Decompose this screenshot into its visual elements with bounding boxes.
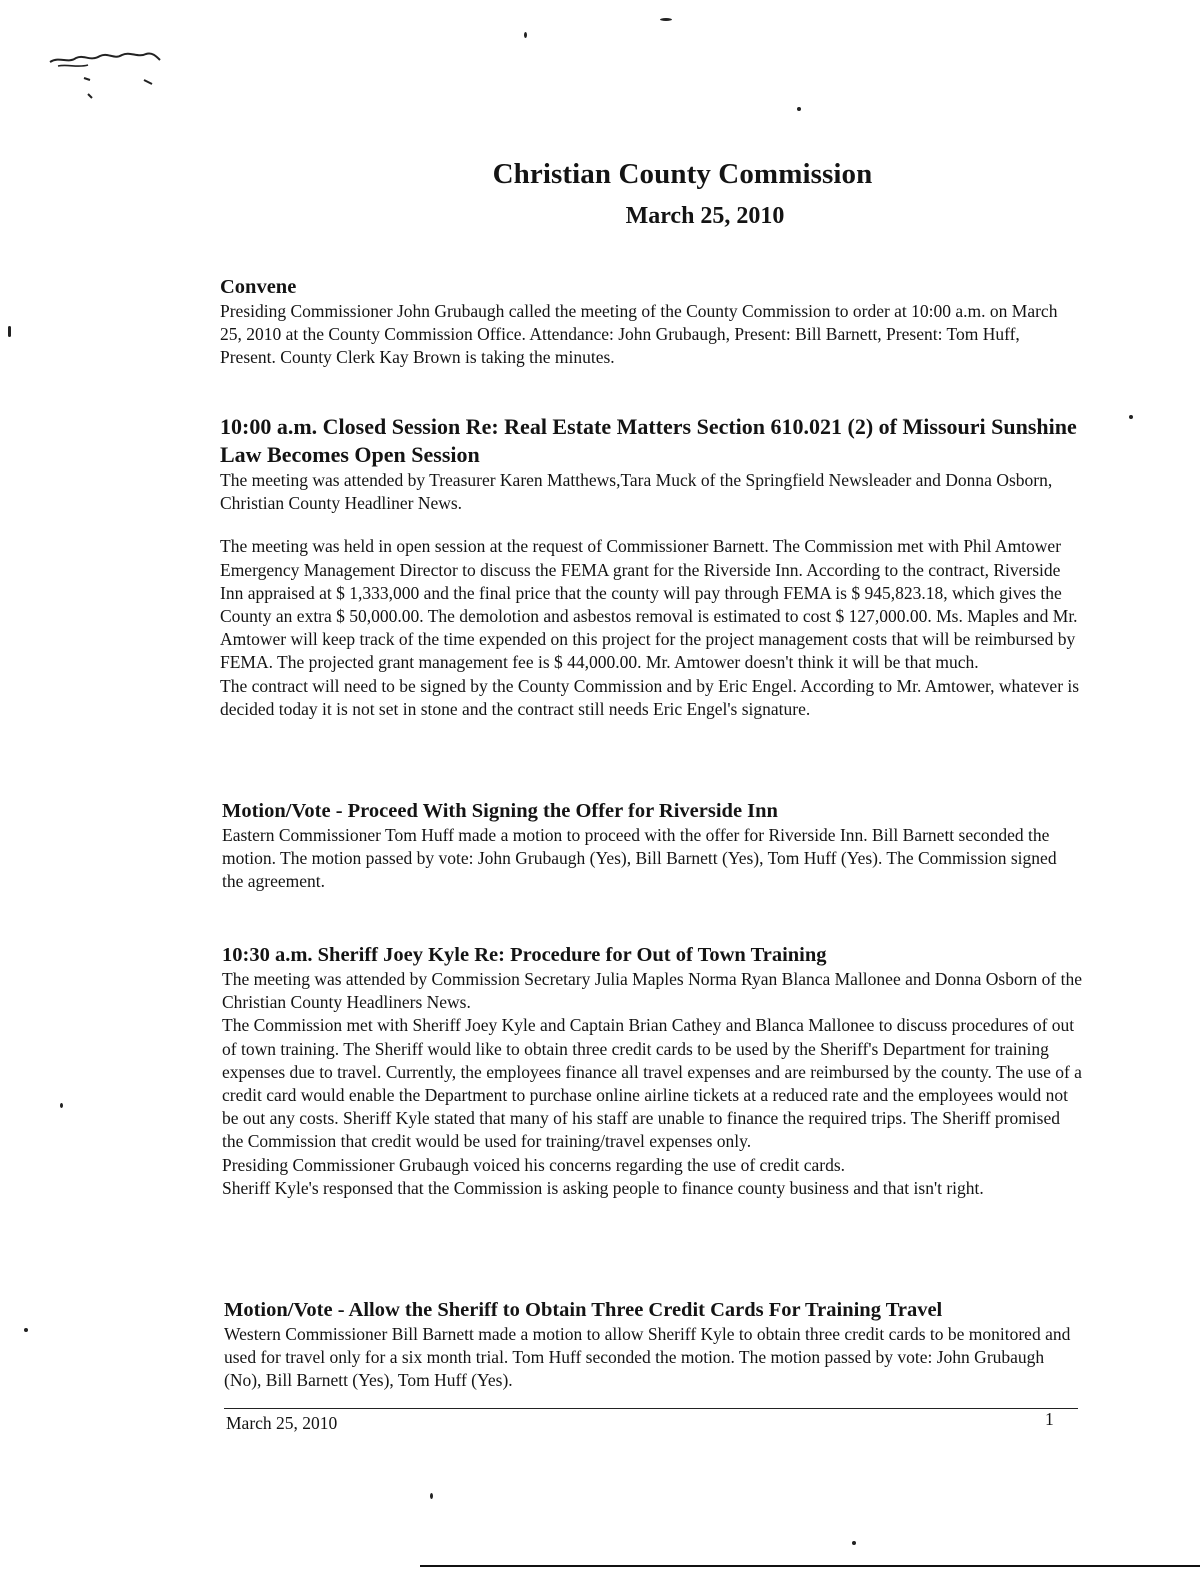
section-paragraph: The meeting was held in open session at the request of Commissioner Barnett. The Commission met with Phil Amtower Emergency Management Director to discuss the FEMA grant for the Riverside Inn. According to the contract, Riverside Inn appraised at $ 1,333,000 and the final price that the county will pay through FEMA is $ 945,823.18, which gives the County an extra $ 50,000.00. The demolotion and asbestos removal is estimated to cost $ 127,000.00. Ms. Maples and Mr. Amtower will keep track of the time expended on this project for the project management costs that will be reimbursed by FEMA. The projected grant management fee is $ 44,000.00. Mr. Amtower doesn't think it will be that much. [220, 536, 1078, 673]
section-heading: 10:00 a.m. Closed Session Re: Real Estate Matters Section 610.021 (2) of Missouri Sunshine Law Becomes Open Session [220, 414, 1077, 467]
section-heading: Motion/Vote - Proceed With Signing the Offer for Riverside Inn [222, 800, 778, 822]
scan-mark-scribble [48, 46, 168, 106]
section-paragraph: Presiding Commissioner John Grubaugh called the meeting of the County Commission to order at 10:00 a.m. on March 25, 2010 at the County Commission Office. Attendance: John Grubaugh, Present: Bill Barnett, Present: Tom Huff, Present. County Clerk Kay Brown is taking the minutes. [220, 301, 1058, 368]
section-paragraph: The meeting was attended by Treasurer Karen Matthews,Tara Muck of the Springfield Newsleader and Donna Osborn, Christian County Headliner News. [220, 470, 1053, 514]
section-motion-credit-cards [224, 1297, 1084, 1393]
section-heading: Motion/Vote - Allow the Sheriff to Obtain Three Credit Cards For Training Travel [224, 1299, 943, 1321]
section-paragraph: The meeting was attended by Commission Secretary Julia Maples Norma Ryan Blanca Mallonee and Donna Osborn of the Christian County Headliners News. [222, 969, 1082, 1013]
scan-speck [660, 18, 672, 21]
section-paragraph: Eastern Commissioner Tom Huff made a motion to proceed with the offer for Riverside Inn. Bill Barnett seconded the motion. The motion passed by vote: John Grubaugh (Yes), Bill Barnett (Yes), Tom Huff (Yes). The Commission signed the agreement. [222, 825, 1057, 892]
scan-speck [24, 1328, 28, 1332]
section-heading: 10:30 a.m. Sheriff Joey Kyle Re: Procedure for Out of Town Training [222, 944, 827, 966]
footer-date: March 25, 2010 [226, 1413, 338, 1433]
footer-rule [224, 1408, 1078, 1409]
document-title: Christian County Commission [492, 158, 873, 190]
section-paragraph: Sheriff Kyle's responsed that the Commission is asking people to finance county business and that isn't right. [222, 1177, 984, 1198]
document-date: March 25, 2010 [625, 203, 785, 229]
scan-speck [797, 107, 801, 111]
page-number: 1 [1045, 1409, 1054, 1429]
scan-speck [1129, 415, 1133, 419]
section-sheriff-training [222, 942, 1082, 1200]
scan-speck [524, 32, 527, 38]
scan-speck [60, 1103, 63, 1108]
document-body [220, 158, 1080, 230]
scan-speck [852, 1541, 856, 1545]
section-heading: Convene [220, 276, 297, 298]
section-paragraph: Western Commissioner Bill Barnett made a motion to allow Sheriff Kyle to obtain three credit cards to be monitored and used for travel only for a six month trial. Tom Huff seconded the motion. The motion passed by vote: John Grubaugh (No), Bill Barnett (Yes), Tom Huff (Yes). [224, 1324, 1071, 1391]
section-closed-session [220, 413, 1080, 721]
scan-speck [8, 326, 11, 337]
section-paragraph: The Commission met with Sheriff Joey Kyle and Captain Brian Cathey and Blanca Mallonee to discuss procedures of out of town training. The Sheriff would like to obtain three credit cards to be used by the Sheriff's Department for training expenses due to travel. Currently, the employees finance all travel expenses and are reimbursed by the county. The use of a credit card would enable the Department to purchase online airline tickets at a reduced rate and the employees would not be out any costs. Sheriff Kyle stated that many of his staff are unable to finance the required trips. The Sheriff promised the Commission that credit would be used for training/travel expenses only. [222, 1015, 1082, 1152]
scan-speck [430, 1493, 433, 1499]
scan-edge-line [420, 1565, 1200, 1567]
section-paragraph: The contract will need to be signed by the County Commission and by Eric Engel. According to Mr. Amtower, whatever is decided today it is not set in stone and the contract still needs Eric Engel's signature. [220, 675, 1080, 719]
section-motion-riverside [222, 798, 1082, 894]
section-paragraph: Presiding Commissioner Grubaugh voiced his concerns regarding the use of credit cards. [222, 1154, 846, 1175]
section-convene [220, 274, 1080, 370]
